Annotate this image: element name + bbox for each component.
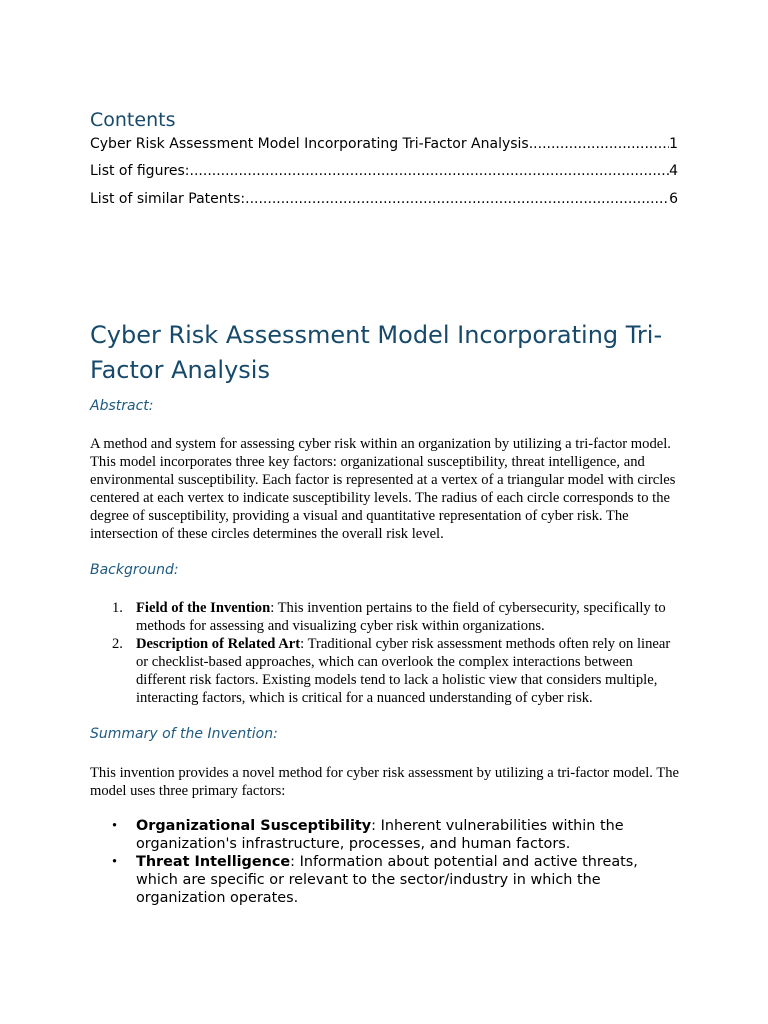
list-number: 1. <box>112 600 123 616</box>
toc-entry[interactable] <box>90 134 678 154</box>
list-item-content <box>136 636 680 708</box>
list-item-text: : Traditional cyber risk assessment methods often rely on linear or checklist-based approaches, which can overlook the complex interactions between different risk factors. Existing models tend to lack a holistic view that considers multiple, interacting factors, which is critical for a nuanced understanding of cyber risk. <box>136 636 671 706</box>
list-item-term: Field of the Invention <box>136 600 271 616</box>
toc-entry-title: List of figures: <box>90 163 190 179</box>
toc-entry[interactable] <box>90 161 678 181</box>
abstract-heading: Abstract: <box>90 398 154 414</box>
list-item-text: : This invention pertains to the field of cybersecurity, specifically to methods for assessing and visualizing cyber risk within organizations. <box>136 600 666 634</box>
toc-heading: Contents <box>90 109 176 131</box>
summary-heading: Summary of the Invention: <box>90 726 278 742</box>
document-title: Cyber Risk Assessment Model Incorporating Tri-Factor Analysis <box>90 321 663 384</box>
toc-dot-leader <box>190 161 670 181</box>
list-item-content <box>136 600 680 636</box>
abstract-text: A method and system for assessing cyber risk within an organization by utilizing a tri-factor model. This model incorporates three key factors: organizational susceptibility, threat intelligence, and environmental susceptibility. Each factor is represented at a vertex of a triangular model with circles centered at each vertex to indicate susceptibility levels. The radius of each circle corresponds to the degree of susceptibility, providing a visual and quantitative representation of cyber risk. The intersection of these circles determines the overall risk level. <box>90 436 676 542</box>
toc-entry-title: List of similar Patents: <box>90 191 246 207</box>
summary-bullet-item <box>90 853 680 907</box>
list-item-text: : Information about potential and active threats, which are specific or relevant to the sector/industry in which the organization operates. <box>136 854 638 906</box>
list-item-content <box>136 817 680 853</box>
list-item-term: Description of Related Art <box>136 636 301 652</box>
toc-entry-page: 1 <box>669 136 678 152</box>
list-item-term: Threat Intelligence <box>136 854 291 870</box>
toc-entry-page: 6 <box>669 191 678 207</box>
summary-bullet-item <box>90 817 680 853</box>
bullet-icon: • <box>112 818 118 834</box>
background-heading: Background: <box>90 562 179 578</box>
toc-entry-page: 4 <box>669 163 678 179</box>
background-list-item <box>90 600 680 636</box>
toc-entry[interactable] <box>90 189 678 209</box>
toc-entry-title: Cyber Risk Assessment Model Incorporating Tri-Factor Analysis <box>90 136 529 152</box>
list-item-term: Organizational Susceptibility <box>136 818 372 834</box>
list-number: 2. <box>112 636 123 652</box>
list-item-text: : Inherent vulnerabilities within the organization's infrastructure, processes, and human factors. <box>136 818 624 852</box>
summary-intro: This invention provides a novel method for cyber risk assessment by utilizing a tri-factor model. The model uses three primary factors: <box>90 765 680 799</box>
list-item-content <box>136 853 680 907</box>
background-list-item <box>90 636 680 708</box>
toc-dot-leader <box>529 134 669 154</box>
bullet-icon: • <box>112 854 118 870</box>
toc-dot-leader <box>245 189 669 209</box>
